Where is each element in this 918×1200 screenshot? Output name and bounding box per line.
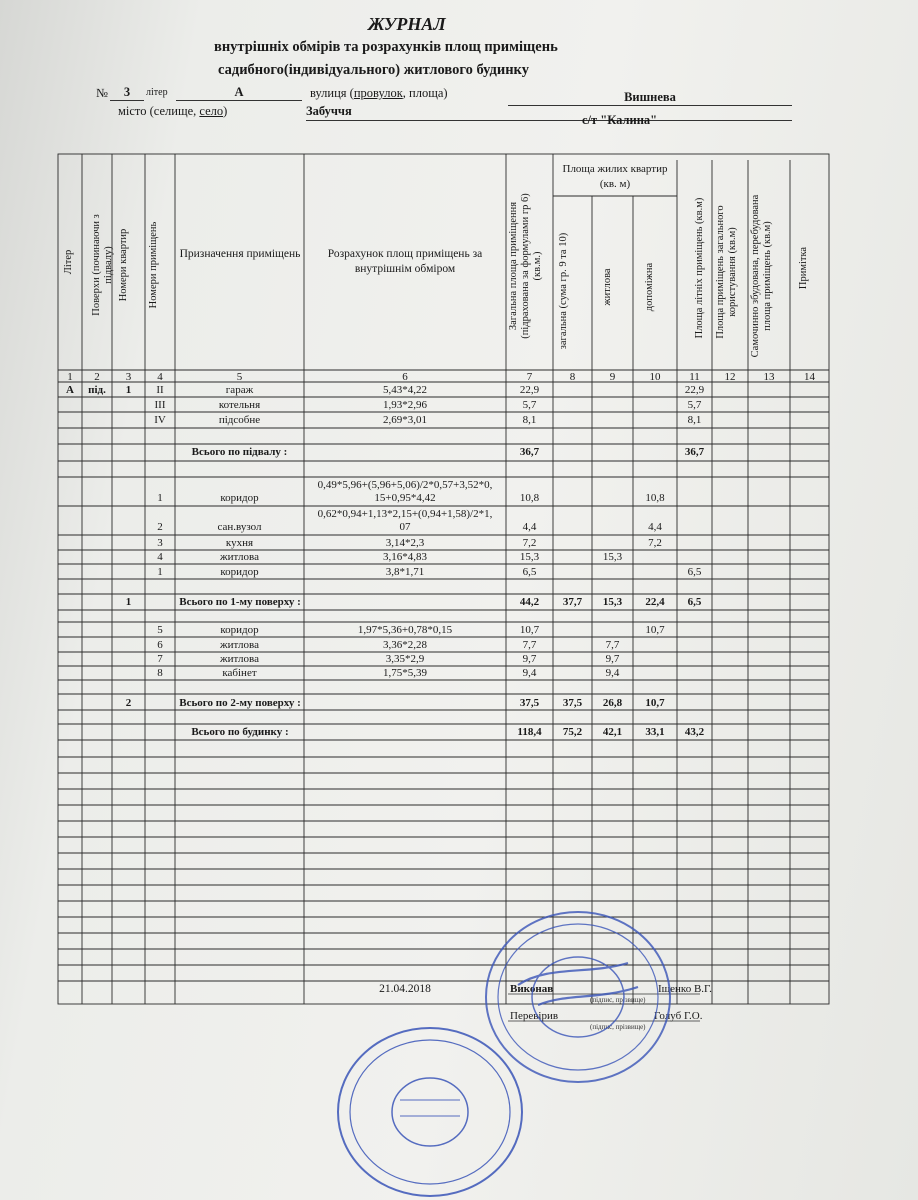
col-header-common: Площа приміщень загального користування (кв.м) <box>715 205 738 339</box>
table-cell-summer: 5,7 <box>687 399 702 411</box>
subtotal-apt-total: 37,7 <box>562 596 583 608</box>
col-header-summer: Площа літніх приміщень (кв.м) <box>694 197 705 339</box>
col-header-rooms: Номери приміщень <box>148 221 159 309</box>
grand-total-living: 42,1 <box>602 726 623 738</box>
col-number: 3 <box>125 371 132 383</box>
table-cell-purpose: коридор <box>220 492 259 504</box>
table-cell-floor: під. <box>88 384 106 396</box>
executed-name: Іщенко В.Г. <box>658 983 712 995</box>
table-cell-purpose: коридор <box>220 566 259 578</box>
subtotal-total: 37,5 <box>519 697 540 709</box>
executed-label: Виконав <box>510 983 554 995</box>
col-number: 5 <box>236 371 243 383</box>
subtotal-total: 44,2 <box>519 596 540 608</box>
col-number: 4 <box>157 371 163 383</box>
table-cell-calc-line2: 07 <box>399 521 411 533</box>
table-cell-auxiliary: 10,7 <box>645 624 665 636</box>
grand-total-apt: 75,2 <box>562 726 583 738</box>
table-cell-room: 6 <box>157 639 163 651</box>
table-cell-calc: 1,75*5,39 <box>383 667 427 679</box>
subtotal-auxiliary: 10,7 <box>645 697 665 709</box>
table-cell-total: 22,9 <box>519 384 540 396</box>
col-header-auxiliary: допоміжна <box>644 262 655 312</box>
table-cell-purpose: житлова <box>220 639 259 651</box>
table-cell-purpose: котельня <box>218 399 261 411</box>
col-number: 14 <box>804 371 815 383</box>
table-cell-room: 7 <box>157 653 163 665</box>
table-cell-total: 9,4 <box>522 667 537 679</box>
document-date: 21.04.2018 <box>379 983 431 995</box>
table-cell-living: 7,7 <box>605 639 620 651</box>
table-cell-calc: 5,43*4,22 <box>383 384 427 396</box>
table-cell-total: 4,4 <box>522 521 537 533</box>
col-header-total-area: Загальна площа приміщення (підрахована за формулами гр 6) (кв.м.) <box>508 193 543 339</box>
table-cell-purpose: житлова <box>220 551 259 563</box>
society-value: с/т "Калина" <box>582 113 658 127</box>
table-cell-room: 1 <box>157 566 163 578</box>
col-header-unauthorized: Самочинно збудована, перебудована площа приміщень (кв.м) <box>750 194 773 358</box>
subtotal-apt-total: 37,5 <box>562 697 583 709</box>
col-number: 8 <box>569 371 576 383</box>
subtotal-living: 15,3 <box>602 596 623 608</box>
grand-total-auxiliary: 33,1 <box>645 726 665 738</box>
table-cell-calc: 3,36*2,28 <box>383 639 427 651</box>
col-number: 11 <box>689 371 700 383</box>
table-cell-purpose: кабінет <box>222 667 257 679</box>
page-subtitle-1: внутрішніх обмірів та розрахунків площ приміщень <box>214 39 558 55</box>
table-cell-total: 10,7 <box>519 624 540 636</box>
table-cell-total: 7,7 <box>522 639 537 651</box>
table-cell-total: 6,5 <box>522 566 537 578</box>
checked-label: Перевірив <box>510 1010 559 1022</box>
table-cell-calc: 2,69*3,01 <box>383 414 427 426</box>
col-number: 1 <box>67 371 73 383</box>
col-number: 2 <box>94 371 100 383</box>
page-title: ЖУРНАЛ <box>368 14 446 34</box>
table-cell-total: 7,2 <box>522 537 537 549</box>
table-cell-total: 10,8 <box>519 492 540 504</box>
table-cell-purpose: сан.вузол <box>217 521 262 533</box>
city-label: місто (селище, село) <box>118 104 228 118</box>
table-cell-calc-line1: 0,62*0,94+1,13*2,15+(0,94+1,58)/2*1, <box>317 508 493 520</box>
col-header-apartments: Номери квартир <box>118 228 129 302</box>
table-cell-total: 8,1 <box>522 414 537 426</box>
col-header-living: житлова <box>602 268 613 306</box>
col-number: 10 <box>649 371 661 383</box>
col-number: 9 <box>609 371 616 383</box>
table-cell-purpose: житлова <box>220 653 259 665</box>
number-label: № <box>96 86 108 100</box>
col-number: 12 <box>724 371 736 383</box>
table-cell-room: 2 <box>157 521 163 533</box>
subtotal-living: 26,8 <box>602 697 623 709</box>
subtotal-auxiliary: 22,4 <box>645 596 665 608</box>
col-header-purpose: Призначення приміщень <box>179 248 301 260</box>
liter-label: літер <box>146 87 168 98</box>
checked-caption: (підпис, прізвище) <box>590 1023 646 1031</box>
number-value: 3 <box>110 85 144 101</box>
table-cell-purpose: гараж <box>225 384 254 396</box>
table-cell-calc: 3,8*1,71 <box>385 566 425 578</box>
col-header-floors: Поверхи (починаючи з підвалу) <box>91 214 114 316</box>
page-subtitle-2: садибного(індивідуального) житлового будинку <box>218 62 529 78</box>
table-cell-room: 4 <box>157 551 163 563</box>
round-stamp-bottom <box>330 1020 530 1200</box>
col-header-calc: Розрахунок площ приміщень за внутрішнім обміром <box>327 248 483 275</box>
table-cell-auxiliary: 4,4 <box>648 521 662 533</box>
table-cell-calc-line2: 15+0,95*4,42 <box>374 492 436 504</box>
executed-caption: (підпис, прізвище) <box>590 996 646 1004</box>
table-cell-liter: А <box>66 384 74 396</box>
subtotal-total: 36,7 <box>519 446 540 458</box>
grand-total-label: Всього по будинку : <box>191 726 289 738</box>
liter-value: А <box>176 85 302 101</box>
subtotal-label: Всього по 1-му поверху : <box>179 596 301 608</box>
table-cell-room: 5 <box>157 624 163 636</box>
table-cell-total: 5,7 <box>522 399 537 411</box>
table-cell-living: 15,3 <box>602 551 623 563</box>
checked-name: Голуб Г.О. <box>654 1010 703 1022</box>
subtotal-floor: 2 <box>125 697 132 709</box>
table-cell-summer: 22,9 <box>684 384 705 396</box>
table-cell-calc: 3,35*2,9 <box>385 653 425 665</box>
subtotal-label: Всього по підвалу : <box>191 446 288 458</box>
table-cell-purpose: кухня <box>225 537 254 549</box>
grand-total: 118,4 <box>517 726 542 738</box>
street-label: вулиця (провулок, площа) <box>310 86 448 100</box>
table-cell-auxiliary: 10,8 <box>645 492 665 504</box>
table-cell-apartment: 1 <box>125 384 132 396</box>
table-cell-room: 1 <box>157 492 163 504</box>
table-cell-calc: 3,16*4,83 <box>383 551 427 563</box>
city-value: Забуччя <box>306 104 792 121</box>
table-cell-summer: 6,5 <box>687 566 702 578</box>
table-cell-purpose: підсобне <box>218 414 261 426</box>
table-cell-calc-line1: 0,49*5,96+(5,96+5,06)/2*0,57+3,52*0, <box>317 479 493 491</box>
col-header-note: Примітка <box>798 246 809 290</box>
table-cell-calc: 1,97*5,36+0,78*0,15 <box>357 624 453 636</box>
table-cell-total: 9,7 <box>522 653 537 665</box>
table-cell-total: 15,3 <box>519 551 540 563</box>
street-value: Вишнева <box>508 90 792 106</box>
table-cell-auxiliary: 7,2 <box>648 537 662 549</box>
table-cell-room: 8 <box>157 667 163 679</box>
table-cell-calc: 1,93*2,96 <box>383 399 427 411</box>
table-cell-calc: 3,14*2,3 <box>385 537 425 549</box>
table-cell-living: 9,4 <box>605 667 620 679</box>
table-cell-living: 9,7 <box>605 653 620 665</box>
table-cell-summer: 8,1 <box>687 414 702 426</box>
grand-total-summer: 43,2 <box>684 726 705 738</box>
col-number: 13 <box>763 371 775 383</box>
subtotal-summer: 6,5 <box>687 596 702 608</box>
table-cell-room: III <box>154 399 166 411</box>
table-cell-room: IV <box>154 414 166 426</box>
col-header-liter: Літер <box>63 249 74 275</box>
col-header-apartment-area: Площа жилих квартир (кв. м) <box>562 163 668 190</box>
subtotal-floor: 1 <box>125 596 132 608</box>
table-cell-purpose: коридор <box>220 624 259 636</box>
col-number: 6 <box>402 371 408 383</box>
col-number: 7 <box>526 371 533 383</box>
table-cell-room: II <box>156 384 164 396</box>
subtotal-label: Всього по 2-му поверху : <box>179 697 301 709</box>
col-header-apt-total: загальна (сума гр. 9 та 10) <box>558 232 569 350</box>
table-cell-room: 3 <box>157 537 163 549</box>
subtotal-summer: 36,7 <box>684 446 705 458</box>
